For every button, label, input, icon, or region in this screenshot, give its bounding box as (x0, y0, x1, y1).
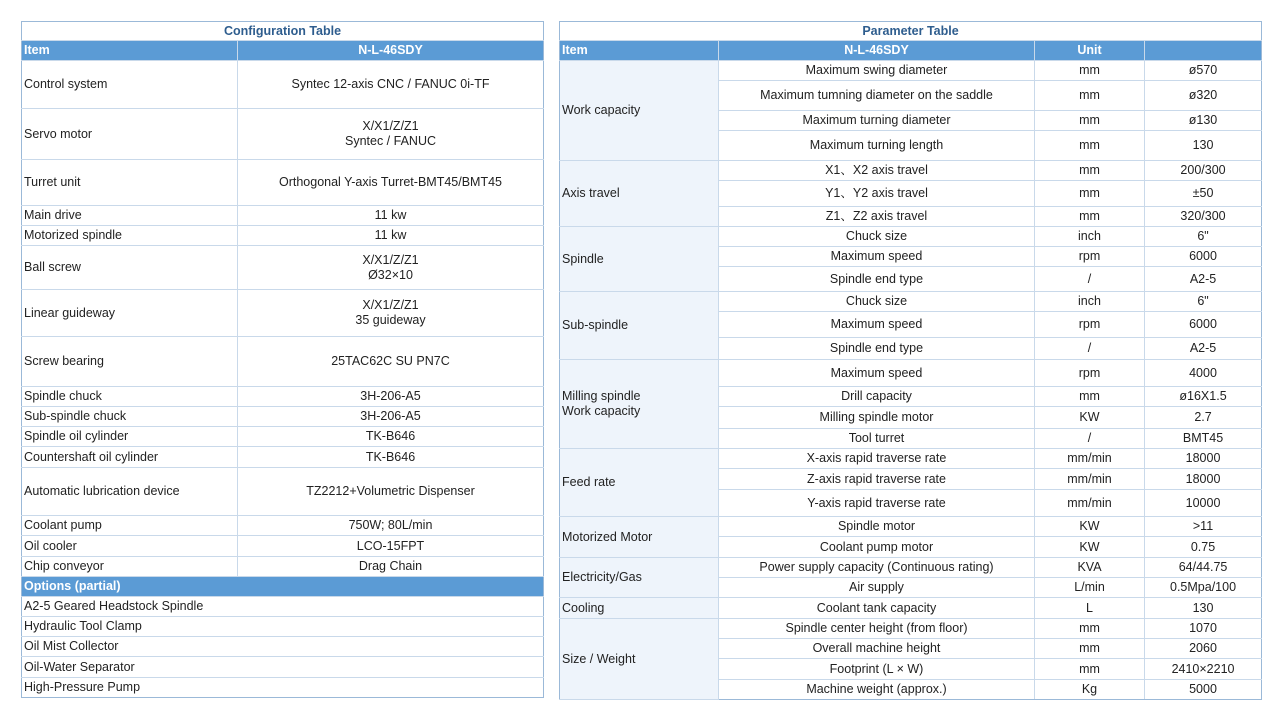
param-name: Z-axis rapid traverse rate (719, 469, 1035, 490)
config-row (22, 61, 544, 109)
param-group-label: Spindle (560, 227, 719, 292)
config-header-model: N-L-46SDY (238, 41, 544, 61)
param-name: Y1、Y2 axis travel (719, 181, 1035, 207)
config-item-label: Control system (22, 61, 238, 109)
options-header-row (22, 577, 544, 597)
param-unit: rpm (1035, 247, 1145, 267)
param-name: Chuck size (719, 292, 1035, 312)
config-row (22, 447, 544, 468)
param-row (560, 517, 1262, 537)
config-item-value: 11 kw (238, 226, 544, 246)
param-name: Maximum turning length (719, 131, 1035, 161)
param-name: Drill capacity (719, 387, 1035, 407)
configuration-table-title: Configuration Table (22, 22, 544, 41)
param-name: Chuck size (719, 227, 1035, 247)
config-row (22, 536, 544, 557)
config-item-value: Orthogonal Y-axis Turret-BMT45/BMT45 (238, 160, 544, 206)
param-unit: mm (1035, 619, 1145, 639)
param-row (560, 360, 1262, 387)
config-item-label: Oil cooler (22, 536, 238, 557)
config-item-value: X/X1/Z/Z1 Syntec / FANUC (238, 109, 544, 160)
param-unit: / (1035, 429, 1145, 449)
param-unit: / (1035, 267, 1145, 292)
config-item-value: LCO-15FPT (238, 536, 544, 557)
param-header-model: N-L-46SDY (719, 41, 1035, 61)
config-item-label: Automatic lubrication device (22, 468, 238, 516)
param-unit: inch (1035, 292, 1145, 312)
param-name: Maximum tumning diameter on the saddle (719, 81, 1035, 111)
config-item-label: Main drive (22, 206, 238, 226)
param-value: ±50 (1145, 181, 1262, 207)
param-unit: KVA (1035, 558, 1145, 578)
param-group-label: Work capacity (560, 61, 719, 161)
config-item-value: 11 kw (238, 206, 544, 226)
option-row (22, 678, 544, 698)
param-value: 130 (1145, 598, 1262, 619)
config-row (22, 427, 544, 447)
param-group-label: Electricity/Gas (560, 558, 719, 598)
param-value: A2-5 (1145, 338, 1262, 360)
param-name: Spindle end type (719, 338, 1035, 360)
param-value: 18000 (1145, 469, 1262, 490)
param-value: 6000 (1145, 247, 1262, 267)
param-unit: L (1035, 598, 1145, 619)
param-unit: mm (1035, 659, 1145, 680)
option-item: Oil-Water Separator (22, 657, 544, 678)
param-value: 6" (1145, 227, 1262, 247)
param-name: Spindle end type (719, 267, 1035, 292)
param-value: 5000 (1145, 680, 1262, 700)
param-name: Maximum speed (719, 360, 1035, 387)
param-value: 2060 (1145, 639, 1262, 659)
param-name: Maximum speed (719, 247, 1035, 267)
options-title: Options (partial) (22, 577, 544, 597)
param-header-value (1145, 41, 1262, 61)
config-item-value: X/X1/Z/Z1 35 guideway (238, 290, 544, 337)
param-group-label: Feed rate (560, 449, 719, 517)
param-name: Power supply capacity (Continuous rating) (719, 558, 1035, 578)
config-item-label: Servo motor (22, 109, 238, 160)
parameter-table (559, 21, 1262, 700)
param-unit: Kg (1035, 680, 1145, 700)
param-value: 320/300 (1145, 207, 1262, 227)
option-row (22, 657, 544, 678)
param-group-label: Cooling (560, 598, 719, 619)
config-row (22, 206, 544, 226)
param-value: 2.7 (1145, 407, 1262, 429)
option-item: A2-5 Geared Headstock Spindle (22, 597, 544, 617)
config-header-item: Item (22, 41, 238, 61)
param-name: Milling spindle motor (719, 407, 1035, 429)
param-value: 10000 (1145, 490, 1262, 517)
config-item-value: 3H-206-A5 (238, 407, 544, 427)
param-name: Tool turret (719, 429, 1035, 449)
param-unit: mm (1035, 639, 1145, 659)
option-item: High-Pressure Pump (22, 678, 544, 698)
config-item-label: Coolant pump (22, 516, 238, 536)
param-unit: mm (1035, 61, 1145, 81)
param-unit: mm (1035, 111, 1145, 131)
param-value: 1070 (1145, 619, 1262, 639)
param-name: Maximum speed (719, 312, 1035, 338)
param-row (560, 449, 1262, 469)
param-name: Overall machine height (719, 639, 1035, 659)
param-header-unit: Unit (1035, 41, 1145, 61)
param-value: ø320 (1145, 81, 1262, 111)
configuration-table (21, 21, 544, 698)
config-item-label: Sub-spindle chuck (22, 407, 238, 427)
param-group-label: Milling spindle Work capacity (560, 360, 719, 449)
param-unit: mm/min (1035, 469, 1145, 490)
option-row (22, 597, 544, 617)
param-value: BMT45 (1145, 429, 1262, 449)
config-row (22, 407, 544, 427)
option-item: Hydraulic Tool Clamp (22, 617, 544, 637)
config-item-label: Linear guideway (22, 290, 238, 337)
config-item-value: TK-B646 (238, 447, 544, 468)
param-value: ø130 (1145, 111, 1262, 131)
config-item-label: Countershaft oil cylinder (22, 447, 238, 468)
param-group-label: Axis travel (560, 161, 719, 227)
config-row (22, 109, 544, 160)
config-item-value: Syntec 12-axis CNC / FANUC 0i-TF (238, 61, 544, 109)
param-value: A2-5 (1145, 267, 1262, 292)
config-item-label: Spindle oil cylinder (22, 427, 238, 447)
param-group-label: Size / Weight (560, 619, 719, 700)
config-item-label: Screw bearing (22, 337, 238, 387)
config-item-label: Motorized spindle (22, 226, 238, 246)
param-name: Maximum swing diameter (719, 61, 1035, 81)
param-group-label: Sub-spindle (560, 292, 719, 360)
param-unit: inch (1035, 227, 1145, 247)
param-row (560, 619, 1262, 639)
param-value: ø570 (1145, 61, 1262, 81)
param-unit: mm (1035, 81, 1145, 111)
param-unit: KW (1035, 517, 1145, 537)
config-item-value: X/X1/Z/Z1 Ø32×10 (238, 246, 544, 290)
param-row (560, 61, 1262, 81)
param-row (560, 598, 1262, 619)
config-row (22, 160, 544, 206)
param-value: 0.5Mpa/100 (1145, 578, 1262, 598)
param-unit: mm/min (1035, 449, 1145, 469)
config-item-label: Turret unit (22, 160, 238, 206)
parameter-table-title: Parameter Table (560, 22, 1262, 41)
param-name: Machine weight (approx.) (719, 680, 1035, 700)
option-item: Oil Mist Collector (22, 637, 544, 657)
config-item-value: TZ2212+Volumetric Dispenser (238, 468, 544, 516)
param-unit: rpm (1035, 360, 1145, 387)
config-item-label: Ball screw (22, 246, 238, 290)
param-name: Maximum turning diameter (719, 111, 1035, 131)
param-name: Coolant tank capacity (719, 598, 1035, 619)
param-name: X-axis rapid traverse rate (719, 449, 1035, 469)
param-name: Footprint (L × W) (719, 659, 1035, 680)
param-unit: KW (1035, 407, 1145, 429)
config-item-value: 3H-206-A5 (238, 387, 544, 407)
option-row (22, 637, 544, 657)
param-unit: mm (1035, 161, 1145, 181)
param-value: 64/44.75 (1145, 558, 1262, 578)
param-name: Air supply (719, 578, 1035, 598)
param-unit: / (1035, 338, 1145, 360)
config-row (22, 246, 544, 290)
param-unit: rpm (1035, 312, 1145, 338)
param-value: 6" (1145, 292, 1262, 312)
config-row (22, 387, 544, 407)
config-item-value: TK-B646 (238, 427, 544, 447)
param-row (560, 227, 1262, 247)
param-unit: L/min (1035, 578, 1145, 598)
config-row (22, 290, 544, 337)
config-item-label: Spindle chuck (22, 387, 238, 407)
config-row (22, 468, 544, 516)
param-value: 0.75 (1145, 537, 1262, 558)
param-name: Y-axis rapid traverse rate (719, 490, 1035, 517)
config-row (22, 337, 544, 387)
param-unit: mm (1035, 387, 1145, 407)
param-value: 18000 (1145, 449, 1262, 469)
param-value: 6000 (1145, 312, 1262, 338)
param-row (560, 161, 1262, 181)
param-unit: mm/min (1035, 490, 1145, 517)
config-item-label: Chip conveyor (22, 557, 238, 577)
param-value: 2410×2210 (1145, 659, 1262, 680)
param-value: >11 (1145, 517, 1262, 537)
param-value: 200/300 (1145, 161, 1262, 181)
param-unit: mm (1035, 181, 1145, 207)
param-header-item: Item (560, 41, 719, 61)
param-unit: mm (1035, 131, 1145, 161)
param-name: Z1、Z2 axis travel (719, 207, 1035, 227)
param-value: 4000 (1145, 360, 1262, 387)
param-value: ø16X1.5 (1145, 387, 1262, 407)
param-row (560, 292, 1262, 312)
config-item-value: 750W; 80L/min (238, 516, 544, 536)
config-item-value: Drag Chain (238, 557, 544, 577)
param-name: Spindle motor (719, 517, 1035, 537)
option-row (22, 617, 544, 637)
param-group-label: Motorized Motor (560, 517, 719, 558)
param-unit: KW (1035, 537, 1145, 558)
config-row (22, 226, 544, 246)
param-name: Spindle center height (from floor) (719, 619, 1035, 639)
config-item-value: 25TAC62C SU PN7C (238, 337, 544, 387)
param-value: 130 (1145, 131, 1262, 161)
param-name: X1、X2 axis travel (719, 161, 1035, 181)
config-row (22, 516, 544, 536)
param-unit: mm (1035, 207, 1145, 227)
param-row (560, 558, 1262, 578)
param-name: Coolant pump motor (719, 537, 1035, 558)
config-row (22, 557, 544, 577)
